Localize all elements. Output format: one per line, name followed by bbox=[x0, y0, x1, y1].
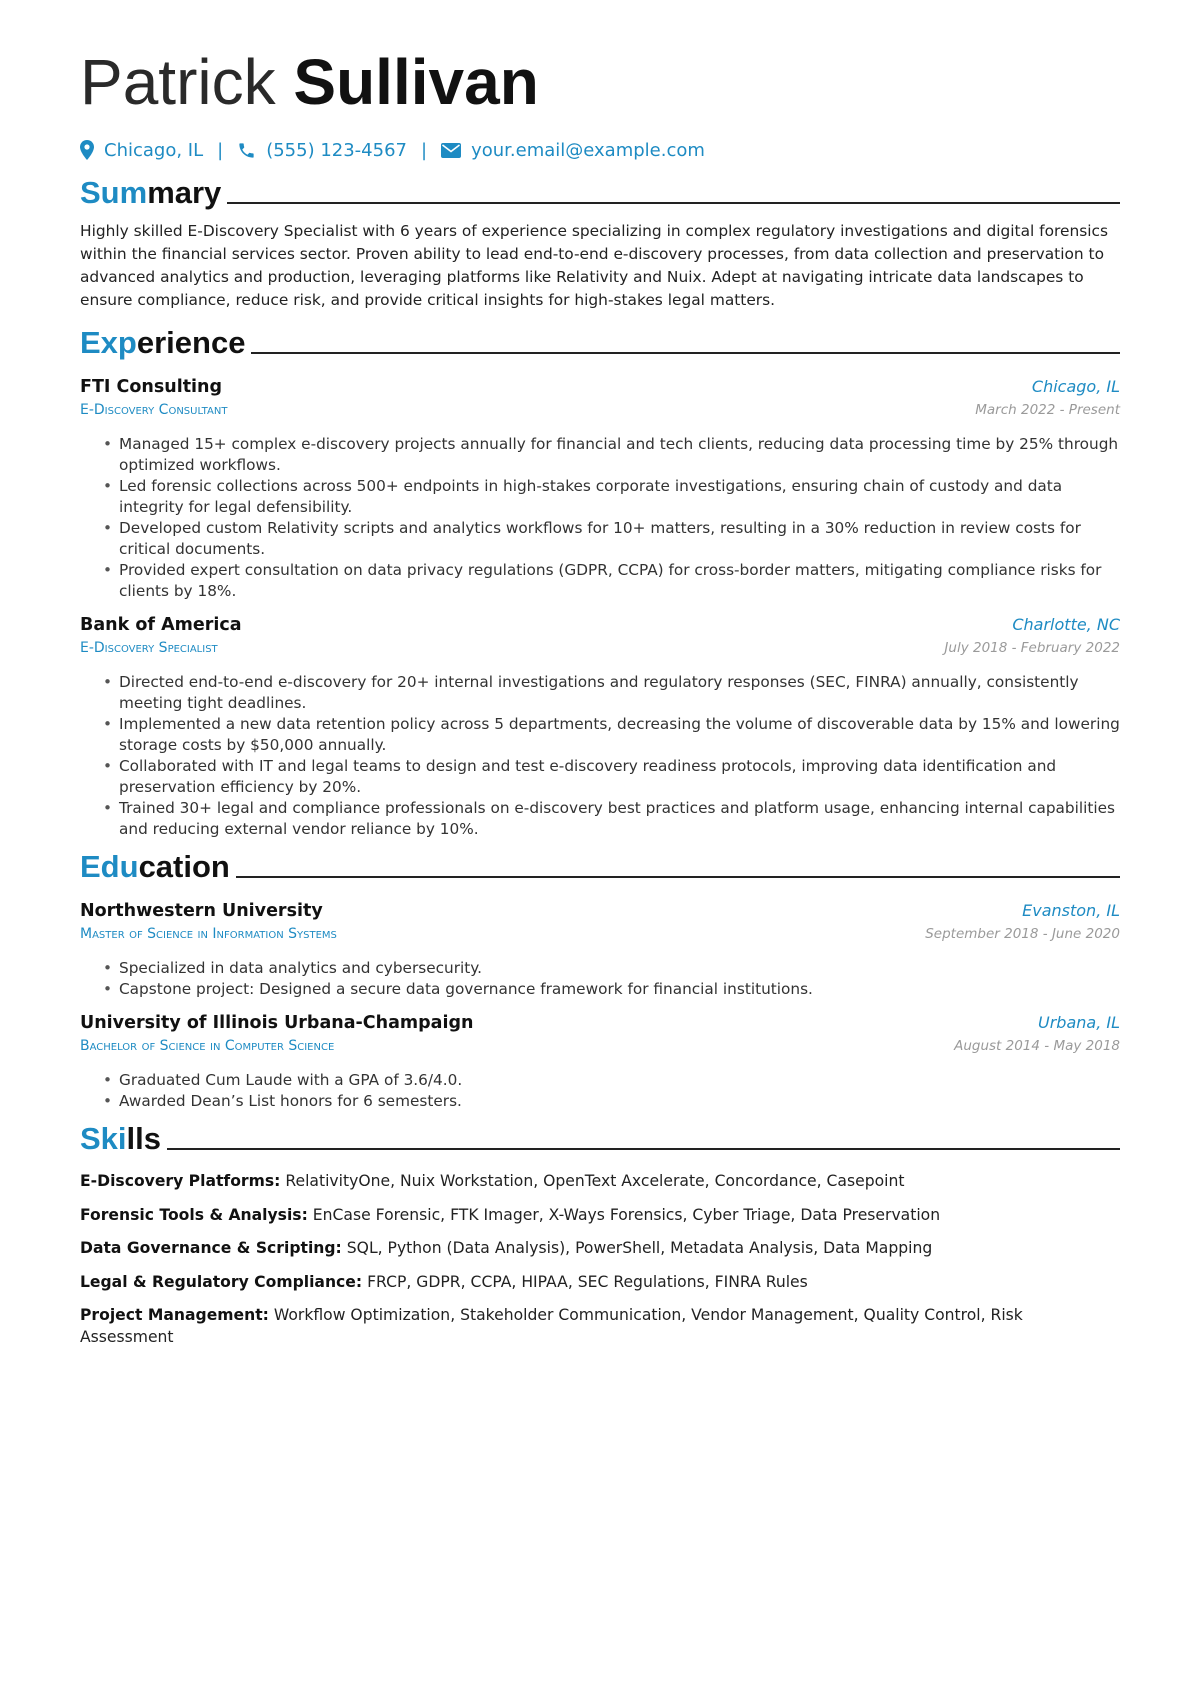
entry-dates: September 2018 - June 2020 bbox=[925, 926, 1120, 942]
list-item: • Developed custom Relativity scripts and analytics workflows for 10+ matters, resulting in a 30% reduction in review costs for critical documents. bbox=[119, 518, 1120, 560]
list-item: • Trained 30+ legal and compliance professionals on e-discovery best practices and platform usage, enhancing internal capabilities and reducing external vendor reliance by 10%. bbox=[119, 798, 1120, 840]
entry-location: Chicago, IL bbox=[1031, 377, 1120, 396]
employer-name: FTI Consulting bbox=[80, 377, 223, 397]
list-item: • Led forensic collections across 500+ endpoints in high-stakes corporate investigations, ensuring chain of custody and data integrity for legal defensibility. bbox=[119, 476, 1120, 518]
map-pin-icon bbox=[80, 140, 94, 160]
skill-items: EnCase Forensic, FTK Imager, X-Ways Forensics, Cyber Triage, Data Preservation bbox=[312, 1205, 941, 1224]
bullet-list bbox=[80, 1070, 1120, 1112]
list-item: • Implemented a new data retention policy across 5 departments, decreasing the volume of discoverable data by 15% and lowering storage costs by $50,000 annually. bbox=[119, 714, 1120, 756]
heading-rest: mary bbox=[147, 175, 222, 210]
skill-items: Workflow Optimization, Stakeholder Communication, Vendor Management, Quality Control, Risk Assessment bbox=[80, 1306, 1023, 1346]
skill-row bbox=[80, 1304, 1120, 1348]
contact-email[interactable] bbox=[441, 140, 705, 161]
job-title: E-Discovery Consultant bbox=[80, 402, 228, 418]
skill-row bbox=[80, 1170, 1120, 1192]
list-item: • Collaborated with IT and legal teams to design and test e-discovery readiness protocols, improving data identification and preservation efficiency by 20%. bbox=[119, 756, 1120, 798]
skills-heading bbox=[80, 1118, 1120, 1158]
bullet-list bbox=[80, 958, 1120, 1000]
bullet-list bbox=[80, 672, 1120, 840]
entry-dates: March 2022 - Present bbox=[975, 402, 1120, 418]
education-entry bbox=[80, 898, 1120, 1000]
email-link[interactable]: your.email@example.com bbox=[471, 139, 705, 161]
experience-entry bbox=[80, 374, 1120, 602]
list-item: • Specialized in data analytics and cybersecurity. bbox=[119, 958, 1120, 979]
entry-location: Evanston, IL bbox=[1022, 901, 1120, 920]
education-heading bbox=[80, 846, 1120, 886]
skill-row bbox=[80, 1271, 1120, 1293]
skill-category: Legal & Regulatory Compliance: bbox=[80, 1272, 363, 1291]
summary-heading bbox=[80, 172, 1120, 212]
skill-row bbox=[80, 1204, 1120, 1226]
last-name: Sullivan bbox=[293, 46, 539, 118]
heading-rule bbox=[251, 352, 1120, 354]
first-name: Patrick bbox=[80, 46, 276, 118]
heading-accent: Sum bbox=[80, 175, 148, 210]
heading-rule bbox=[167, 1148, 1120, 1150]
school-name: University of Illinois Urbana-Champaign bbox=[80, 1013, 474, 1033]
heading-accent: Edu bbox=[80, 849, 139, 884]
entry-dates: August 2014 - May 2018 bbox=[954, 1038, 1120, 1054]
bullet-list bbox=[80, 434, 1120, 602]
heading-rest: erience bbox=[136, 325, 246, 360]
summary-text: Highly skilled E-Discovery Specialist with 6 years of experience specializing in complex regulatory investigations and digital forensics within the financial services sector. Proven ability to lead end-to-end e-discovery processes, from data collection and preservation to advanced analytics and production, leveraging platforms like Relativity and Nuix. Adept at navigating intricate data landscapes to ensure compliance, reduce risk, and provide critical insights for high-stakes legal matters. bbox=[80, 222, 1108, 309]
heading-accent: Exp bbox=[80, 325, 137, 360]
entry-location: Urbana, IL bbox=[1038, 1013, 1120, 1032]
contact-phone bbox=[237, 140, 407, 161]
heading-rest: lls bbox=[126, 1121, 161, 1156]
contact-separator: | bbox=[217, 139, 224, 161]
skills-list bbox=[80, 1170, 1120, 1348]
employer-name: Bank of America bbox=[80, 615, 242, 635]
skill-row bbox=[80, 1237, 1120, 1259]
phone-text: (555) 123-4567 bbox=[266, 139, 407, 161]
list-item: • Capstone project: Designed a secure data governance framework for financial institutions. bbox=[119, 979, 1120, 1000]
skill-category: E-Discovery Platforms: bbox=[80, 1172, 281, 1190]
phone-icon bbox=[237, 141, 256, 160]
contact-location bbox=[80, 140, 203, 161]
envelope-icon bbox=[441, 143, 461, 158]
resume-content bbox=[80, 44, 1120, 1360]
entry-dates: July 2018 - February 2022 bbox=[944, 640, 1120, 656]
location-text: Chicago, IL bbox=[104, 139, 204, 161]
experience-heading bbox=[80, 322, 1120, 362]
list-item: • Provided expert consultation on data privacy regulations (GDPR, CCPA) for cross-border matters, mitigating compliance risks for clients by 18%. bbox=[119, 560, 1120, 602]
heading-rule bbox=[227, 202, 1120, 204]
skill-category: Forensic Tools & Analysis: bbox=[80, 1205, 308, 1224]
list-item: • Managed 15+ complex e-discovery projects annually for financial and tech clients, reducing data processing time by 25% through optimized workflows. bbox=[119, 434, 1120, 476]
skill-category: Data Governance & Scripting: bbox=[80, 1239, 342, 1257]
contact-line bbox=[80, 136, 1120, 164]
full-name bbox=[80, 44, 1120, 120]
list-item: • Awarded Dean’s List honors for 6 semesters. bbox=[119, 1091, 1120, 1112]
heading-rule bbox=[236, 876, 1120, 878]
contact-separator: | bbox=[421, 139, 428, 161]
job-title: E-Discovery Specialist bbox=[80, 640, 218, 656]
skill-items: RelativityOne, Nuix Workstation, OpenText Axcelerate, Concordance, Casepoint bbox=[285, 1172, 905, 1190]
education-entry bbox=[80, 1010, 1120, 1112]
list-item: • Directed end-to-end e-discovery for 20+ internal investigations and regulatory responses (SEC, FINRA) annually, consistently meeting tight deadlines. bbox=[119, 672, 1120, 714]
entry-location: Charlotte, NC bbox=[1012, 615, 1120, 634]
skill-category: Project Management: bbox=[80, 1306, 269, 1324]
degree: Bachelor of Science in Computer Science bbox=[80, 1038, 335, 1054]
heading-rest: cation bbox=[138, 849, 230, 884]
experience-entry bbox=[80, 612, 1120, 840]
skill-items: FRCP, GDPR, CCPA, HIPAA, SEC Regulations, FINRA Rules bbox=[367, 1272, 808, 1291]
heading-accent: Ski bbox=[80, 1121, 127, 1156]
school-name: Northwestern University bbox=[80, 901, 323, 921]
skill-items: SQL, Python (Data Analysis), PowerShell, Metadata Analysis, Data Mapping bbox=[346, 1239, 933, 1257]
degree: Master of Science in Information Systems bbox=[80, 926, 337, 942]
list-item: • Graduated Cum Laude with a GPA of 3.6/4.0. bbox=[119, 1070, 1120, 1091]
